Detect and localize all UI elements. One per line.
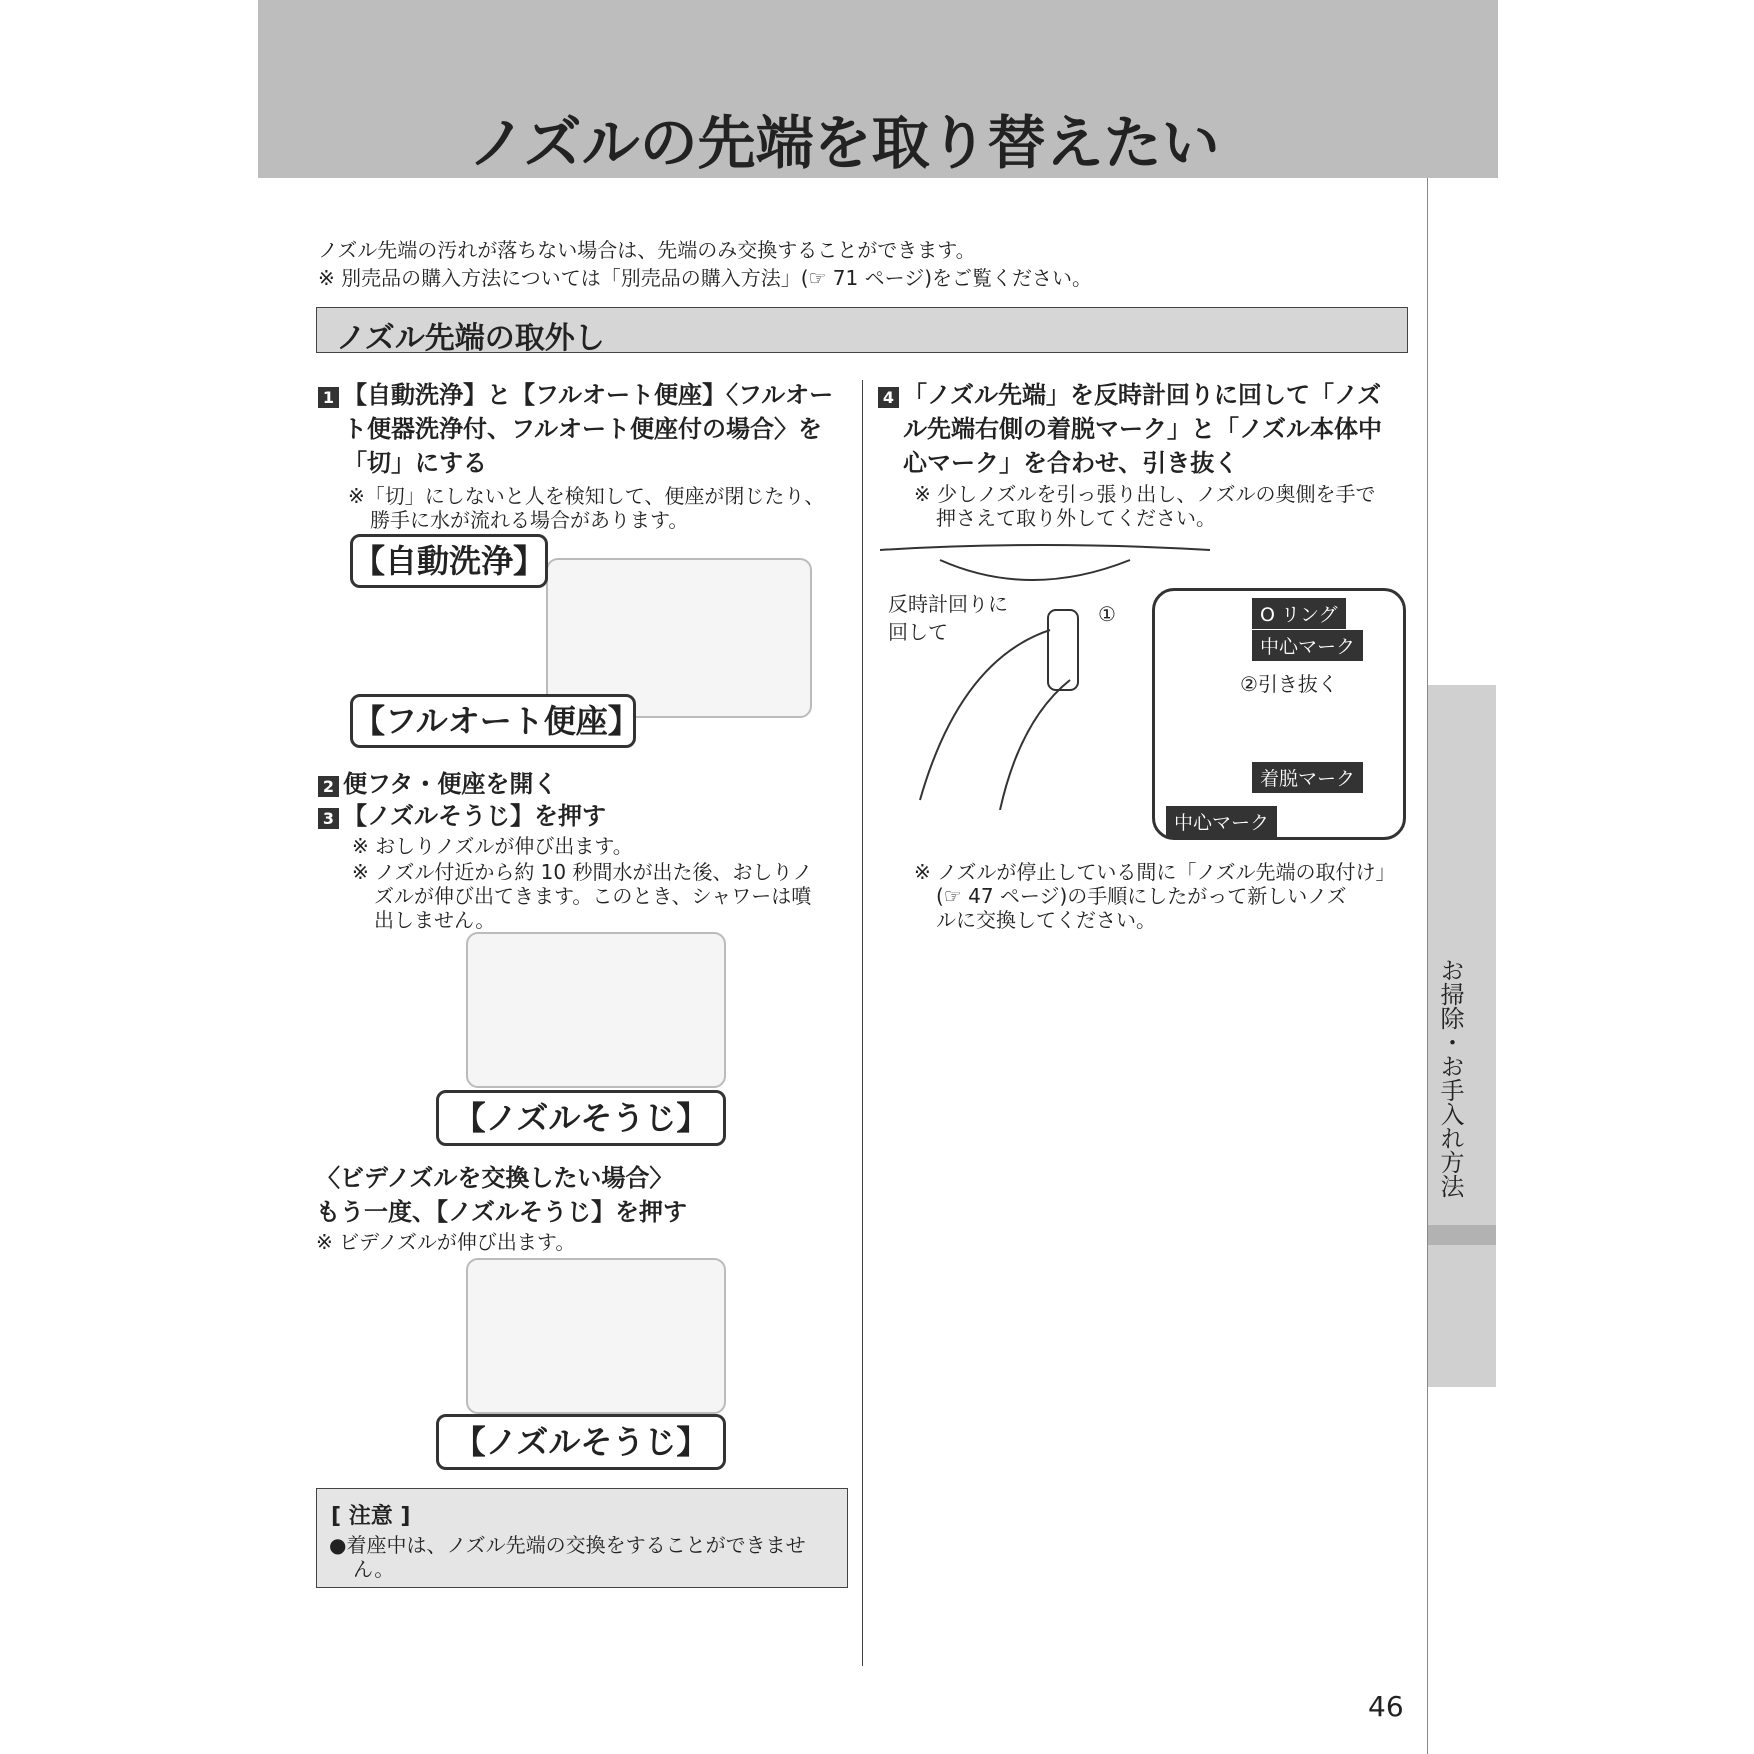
step-number: 1 bbox=[318, 387, 339, 408]
column-divider bbox=[862, 380, 863, 1666]
side-tab-bar bbox=[1428, 1225, 1496, 1245]
remote-panel-illustration bbox=[466, 932, 726, 1088]
step-text: 「ノズル先端」を反時計回りに回して「ノズ bbox=[903, 381, 1382, 409]
note: ※ ビデノズルが伸び出ます。 bbox=[316, 1230, 576, 1254]
step-text: 【自動洗浄】と【フルオート便座】〈フルオー bbox=[343, 381, 834, 409]
note: (☞ 47 ページ)の手順にしたがって新しいノズ bbox=[936, 884, 1347, 908]
o-ring-label: O リング bbox=[1252, 598, 1346, 629]
step-3 bbox=[318, 796, 606, 831]
auto-flush-callout: 【自動洗浄】 bbox=[350, 534, 548, 588]
intro-line: ノズル先端の汚れが落ちない場合は、先端のみ交換することができます。 bbox=[318, 238, 976, 262]
note: ※ 少しノズルを引っ張り出し、ノズルの奥側を手で bbox=[914, 482, 1376, 506]
detach-mark-label: 着脱マーク bbox=[1252, 762, 1363, 793]
step-text: 【ノズルそうじ】を押す bbox=[343, 802, 607, 830]
nozzle-clean-callout: 【ノズルそうじ】 bbox=[436, 1090, 726, 1146]
note: ズルが伸び出てきます。このとき、シャワーは噴 bbox=[374, 884, 812, 908]
side-tab-label: お掃除・お手入れ方法 bbox=[1436, 958, 1464, 1198]
note: 出しません。 bbox=[374, 908, 496, 932]
intro-line: ※ 別売品の購入方法については「別売品の購入方法」(☞ 71 ページ)をご覧ください。 bbox=[318, 266, 1093, 290]
step-number: 2 bbox=[318, 776, 339, 797]
step-text: 便フタ・便座を開く bbox=[343, 770, 558, 798]
note: 押さえて取り外してください。 bbox=[936, 506, 1216, 530]
center-mark-label: 中心マーク bbox=[1252, 630, 1363, 661]
diagram-label: 反時計回りに bbox=[888, 592, 1008, 616]
step-number: 3 bbox=[318, 808, 339, 829]
step-text: 心マーク」を合わせ、引き抜く bbox=[903, 449, 1239, 477]
section-title: ノズル先端の取外し bbox=[336, 321, 605, 356]
note: ※「切」にしないと人を検知して、便座が閉じたり、 bbox=[348, 484, 825, 508]
step-2 bbox=[318, 764, 557, 799]
note: ルに交換してください。 bbox=[936, 908, 1156, 932]
bidet-instruction: もう一度、【ノズルそうじ】を押す bbox=[316, 1198, 688, 1226]
note: ※ ノズルが停止している間に「ノズル先端の取付け」 bbox=[914, 860, 1396, 884]
caution-box bbox=[316, 1488, 848, 1588]
pull-out-label: ②引き抜く bbox=[1240, 672, 1338, 696]
caution-text: ん。 bbox=[353, 1557, 395, 1581]
caution-title: [ 注意 ] bbox=[331, 1504, 411, 1529]
diagram-label: 回して bbox=[888, 620, 948, 644]
page-title: ノズルの先端を取り替えたい bbox=[468, 109, 1220, 177]
page-number: 46 bbox=[1368, 1690, 1404, 1723]
step-text: ト便器洗浄付、フルオート便座付の場合〉を bbox=[343, 415, 823, 443]
note: ※ おしりノズルが伸び出ます。 bbox=[352, 834, 633, 858]
diagram-label: ① bbox=[1098, 602, 1116, 626]
center-mark-label-2: 中心マーク bbox=[1166, 806, 1277, 837]
caution-text: ●着座中は、ノズル先端の交換をすることができませ bbox=[329, 1533, 806, 1557]
remote-panel-illustration-2 bbox=[466, 1258, 726, 1414]
step-text: 「切」にする bbox=[343, 449, 487, 477]
full-auto-seat-callout: 【フルオート便座】 bbox=[350, 694, 636, 748]
step-number: 4 bbox=[878, 387, 899, 408]
step-text: ル先端右側の着脱マーク」と「ノズル本体中 bbox=[903, 415, 1383, 443]
nozzle-clean-callout-2: 【ノズルそうじ】 bbox=[436, 1414, 726, 1470]
step-4 bbox=[878, 378, 1382, 480]
note: 勝手に水が流れる場合があります。 bbox=[370, 508, 689, 532]
bidet-heading: 〈ビデノズルを交換したい場合〉 bbox=[316, 1164, 674, 1192]
note: ※ ノズル付近から約 10 秒間水が出た後、おしりノ bbox=[352, 860, 813, 884]
step-1 bbox=[318, 378, 833, 480]
